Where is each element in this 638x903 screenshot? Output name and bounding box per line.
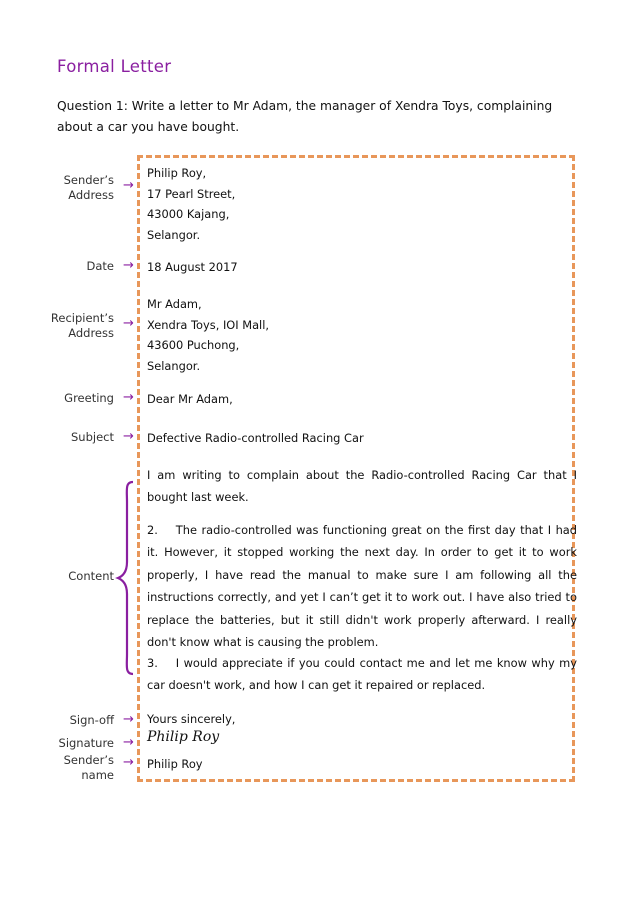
greeting-text: Dear Mr Adam, [147, 392, 233, 406]
sign-off-text: Yours sincerely, [147, 712, 236, 726]
label-content: Content [68, 569, 114, 583]
label-date: Date [86, 259, 114, 273]
curly-brace-icon [115, 478, 135, 678]
arrow-icon: → [123, 390, 134, 405]
sender-address [147, 163, 235, 245]
question-text: Question 1: Write a letter to Mr Adam, the manager of Xendra Toys, complaining about a car you have bought. [57, 99, 553, 134]
recipient-address [147, 294, 269, 376]
recipient-address-line: Mr Adam, [147, 297, 202, 311]
page-title: Formal Letter [57, 57, 172, 76]
sender-address-line: 17 Pearl Street, [147, 186, 236, 201]
arrow-icon: → [123, 258, 134, 273]
label-signature: Signature [58, 736, 114, 750]
recipient-address-line: Xendra Toys, IOI Mall, [147, 317, 270, 332]
signature: Philip Roy [147, 729, 220, 745]
label-senders-address: Sender’s Address [63, 173, 114, 202]
arrow-icon: → [123, 178, 134, 193]
sender-name: Philip Roy [147, 757, 203, 771]
label-greeting: Greeting [64, 391, 114, 405]
arrow-icon: → [123, 735, 134, 750]
subject-text: Defective Radio-controlled Racing Car [147, 431, 364, 445]
arrow-icon: → [123, 712, 134, 727]
label-senders-name: Sender’s name [63, 753, 114, 782]
arrow-icon: → [123, 755, 134, 770]
content-paragraph-2: 2. The radio-controlled was functioning great on the first day that I had it. However, it stopped working the next day. In order to get it to work properly, I have read the manual to make sure I am following all the instructions correctly, and yet I can’t get it to work out. I have also tried to replace the batteries, but it still didn't work properly afterward. I really don't know what is causing the problem. [147, 523, 581, 650]
label-recipients-address: Recipient’s Address [50, 311, 114, 340]
arrow-icon: → [123, 316, 134, 331]
content-paragraph-3: 3. I would appreciate if you could contact me and let me know why my car doesn't work, and how I can get it repaired or replaced. [147, 656, 581, 693]
sender-address-line: 43000 Kajang, [147, 207, 230, 221]
recipient-address-line: Selangor. [147, 358, 201, 373]
label-sign-off: Sign-off [69, 713, 114, 727]
letter-date: 18 August 2017 [147, 260, 238, 274]
label-subject: Subject [71, 430, 114, 444]
recipient-address-line: 43600 Puchong, [147, 338, 240, 352]
arrow-icon: → [123, 429, 134, 444]
sender-address-line: Selangor. [147, 227, 201, 242]
content-paragraph-1: I am writing to complain about the Radio-controlled Racing Car that I bought last week. [147, 468, 577, 505]
sender-address-line: Philip Roy, [147, 166, 207, 180]
